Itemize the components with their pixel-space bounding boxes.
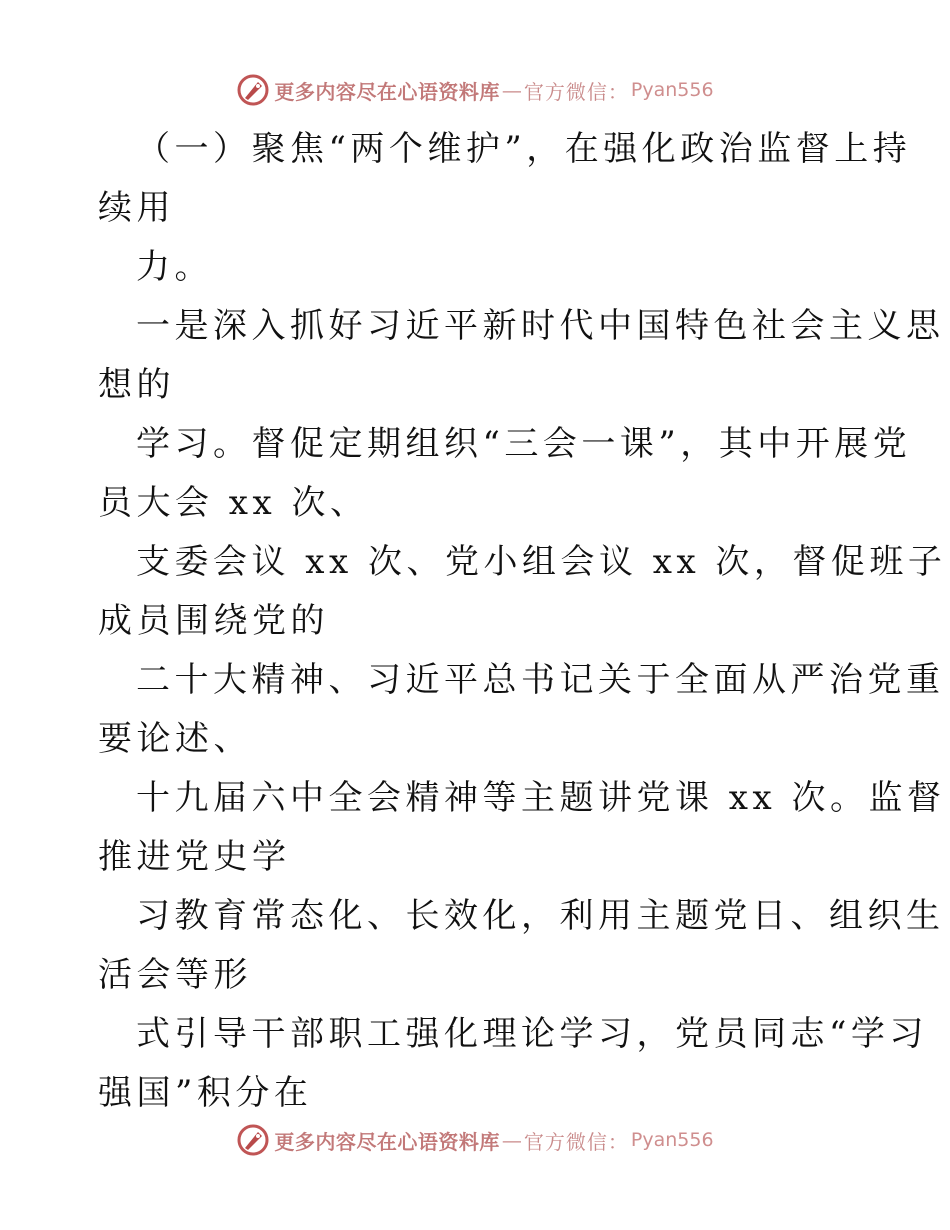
text-line: 式引导干部职工强化理论学习，党员同志“学习 xyxy=(136,1014,928,1054)
banner-account-id: Pyan556 xyxy=(630,1129,714,1151)
text-line: 十九届六中全会精神等主题讲党课 xx 次。监督 xyxy=(136,778,946,818)
banner-brand-text: 更多内容尽在心语资料库 xyxy=(274,79,500,104)
text-line: 一是深入抓好习近平新时代中国特色社会主义思 xyxy=(136,306,945,346)
text-line: 习教育常态化、长效化，利用主题党日、组织生 xyxy=(136,896,945,936)
text-line: 强国”积分在 xyxy=(98,1073,313,1113)
banner-dash: — xyxy=(501,1128,522,1152)
pen-nib-logo-icon xyxy=(236,1123,270,1157)
banner-account-id: Pyan556 xyxy=(630,79,714,101)
text-line: 续用 xyxy=(98,188,175,228)
banner-dash: — xyxy=(501,78,522,102)
header-watermark-banner xyxy=(0,70,950,110)
text-line: 要论述、 xyxy=(98,719,252,759)
footer-watermark-banner xyxy=(0,1120,950,1160)
banner-wechat-label: 官方微信： xyxy=(523,79,629,104)
text-line: 想的 xyxy=(98,365,175,405)
text-line: 推进党史学 xyxy=(98,837,291,877)
pen-nib-logo-icon xyxy=(236,73,270,107)
text-line: 力。 xyxy=(136,247,213,287)
text-line: 活会等形 xyxy=(98,955,252,995)
banner-wechat-label: 官方微信： xyxy=(523,1129,629,1154)
document-body xyxy=(98,120,947,1123)
text-line: 员大会 xx 次、 xyxy=(98,483,369,523)
banner-brand-text: 更多内容尽在心语资料库 xyxy=(274,1129,500,1154)
text-line: （一）聚焦“两个维护”，在强化政治监督上持 xyxy=(136,129,912,169)
text-line: 成员围绕党的 xyxy=(98,601,329,641)
text-line: 二十大精神、习近平总书记关于全面从严治党重 xyxy=(136,660,945,700)
text-line: 学习。督促定期组织“三会一课”，其中开展党 xyxy=(136,424,912,464)
text-line: 支委会议 xx 次、党小组会议 xx 次，督促班子 xyxy=(136,542,947,582)
